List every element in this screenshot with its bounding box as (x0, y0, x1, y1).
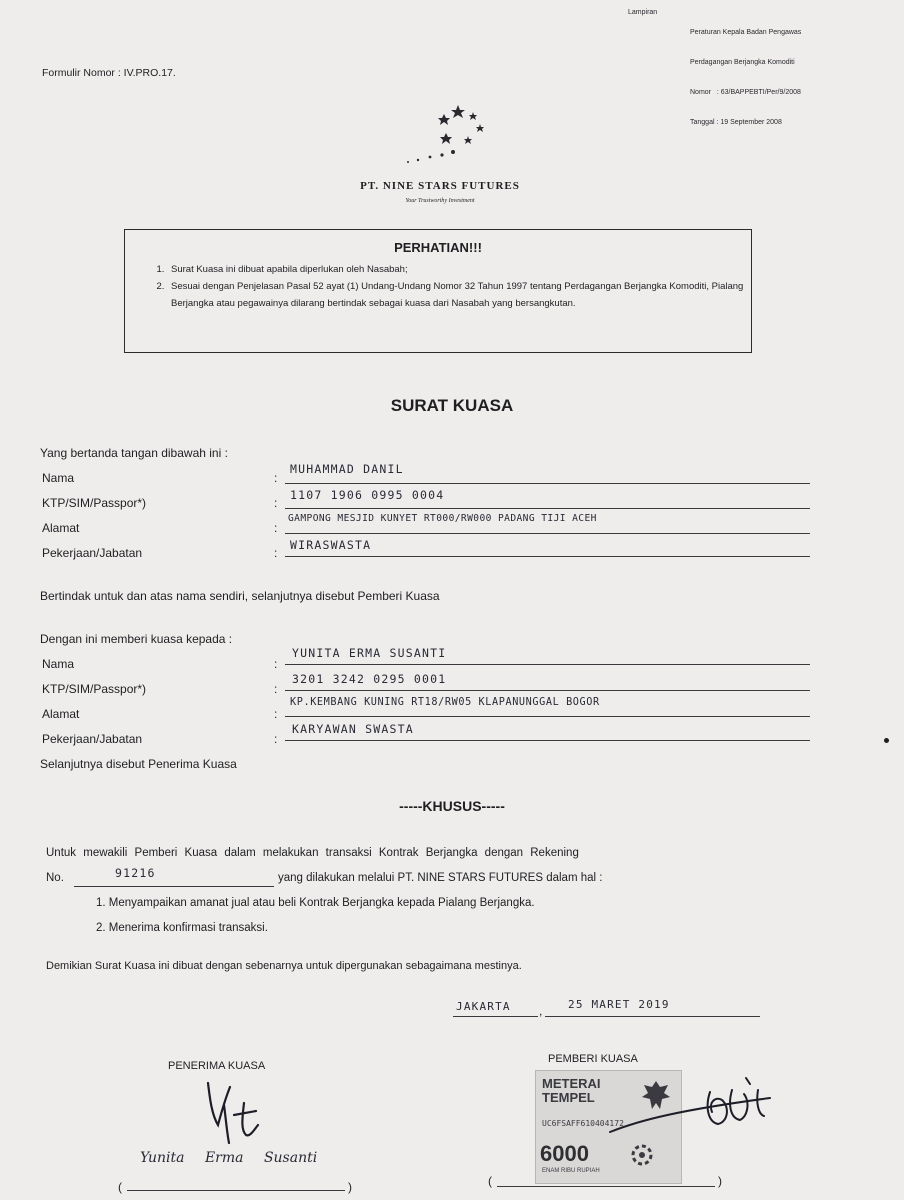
fill-line (285, 740, 810, 741)
purpose-paragraph (46, 843, 840, 863)
paren-open: ( (488, 1174, 492, 1188)
grantee-id-label: KTP/SIM/Passpor*) (42, 682, 147, 696)
grantee-name-value: YUNITA ERMA SUSANTI (292, 646, 447, 660)
purpose-item: 2. Menerima konfirmasi transaksi. (96, 922, 268, 934)
grantee-id-value: 3201 3242 0295 0001 (292, 672, 447, 686)
purpose-text-2: yang dilakukan melalui PT. NINE STARS FUTURES dalam hal : (278, 872, 603, 884)
giver-label: PEMBERI KUASA (548, 1053, 638, 1065)
receiver-signature-icon (196, 1075, 276, 1150)
grantor-id-label: KTP/SIM/Passpor*) (42, 496, 147, 510)
giver-signature-icon (600, 1072, 780, 1142)
grantee-intro: Dengan ini memberi kuasa kepada : (40, 632, 233, 646)
form-number: Formulir Nomor : IV.PRO.17. (42, 67, 176, 79)
stamp-ornament-icon (628, 1141, 656, 1169)
lampiran-text (690, 8, 801, 148)
colon: : (274, 657, 278, 671)
grantee-address-value: KP.KEMBANG KUNING RT18/RW05 KLAPANUNGGAL BOGOR (290, 697, 600, 708)
paren-open: ( (118, 1180, 122, 1194)
place-value: JAKARTA (456, 1000, 511, 1013)
date-value: 25 MARET 2019 (568, 998, 670, 1011)
grantor-id-value: 1107 1906 0995 0004 (290, 488, 445, 502)
lampiran-line: Nomor : 63/BAPPEBTI/Per/9/2008 (690, 89, 801, 96)
account-no-value: 91216 (115, 866, 156, 880)
fill-line (285, 556, 810, 557)
lampiran-line: Peraturan Kepala Badan Pengawas (690, 29, 802, 36)
khusus-heading: -----KHUSUS----- (399, 798, 505, 814)
receiver-label: PENERIMA KUASA (168, 1060, 266, 1072)
notice-item: 1. Surat Kuasa ini dibuat apabila diperlukan oleh Nasabah; (167, 261, 751, 278)
colon: : (274, 707, 278, 721)
company-tagline: Your Trustworthy Investment (405, 198, 475, 204)
grantee-occupation-value: KARYAWAN SWASTA (292, 722, 414, 736)
grantor-address-label: Alamat (42, 521, 80, 535)
fill-line (285, 508, 810, 509)
grantor-address-value: GAMPONG MESJID KUNYET RT000/RW000 PADANG TIJI ACEH (288, 513, 597, 524)
comma: , (539, 1004, 543, 1018)
stamp-value: 6000 (540, 1141, 589, 1166)
lampiran-line: Tanggal : 19 September 2008 (690, 119, 782, 126)
fill-line (74, 886, 274, 887)
paren-close: ) (348, 1180, 352, 1194)
notice-list (125, 261, 751, 312)
stamp-word: ENAM RIBU RUPIAH (542, 1168, 600, 1174)
colon: : (274, 546, 278, 560)
notice-item: 2. Sesuai dengan Penjelasan Pasal 52 ayat (1) Undang-Undang Nomor 32 Tahun 1997 tentang Perdagangan Berjangka Komoditi, Pialang Berjangka atau pegawainya dilarang bertindak sebagai kuasa dari Nasabah yang bersangkutan. (167, 278, 751, 312)
fill-line (127, 1190, 345, 1191)
fill-line (285, 483, 810, 484)
grantee-occupation-label: Pekerjaan/Jabatan (42, 732, 143, 746)
account-no-label: No. (46, 872, 64, 884)
document-title: SURAT KUASA (390, 396, 514, 415)
grantor-name-value: MUHAMMAD DANIL (290, 462, 404, 476)
purpose-item: 1. Menyampaikan amanat jual atau beli Kontrak Berjangka kepada Pialang Berjangka. (96, 897, 535, 909)
colon: : (274, 496, 278, 510)
fill-line (545, 1016, 760, 1017)
stamp-title: TEMPEL (542, 1090, 595, 1105)
stamp-title: METERAI (542, 1076, 601, 1091)
ink-dot (884, 738, 889, 743)
company-name: PT. NINE STARS FUTURES (360, 180, 520, 192)
lampiran-label: Lampiran (628, 9, 658, 16)
fill-line (453, 1016, 538, 1017)
paren-close: ) (718, 1174, 722, 1188)
fill-line (497, 1186, 715, 1187)
grantor-intro: Yang bertanda tangan dibawah ini : (40, 446, 228, 460)
colon: : (274, 732, 278, 746)
stamp-code: UC6FSAFF610404172 (542, 1119, 624, 1128)
colon: : (274, 682, 278, 696)
grantor-name-label: Nama (42, 471, 75, 485)
grantor-occupation-label: Pekerjaan/Jabatan (42, 546, 143, 560)
grantee-address-label: Alamat (42, 707, 80, 721)
fill-line (285, 690, 810, 691)
notice-box (124, 229, 752, 353)
grantor-outro: Bertindak untuk dan atas nama sendiri, selanjutnya disebut Pemberi Kuasa (40, 589, 440, 603)
notice-title: PERHATIAN!!! (394, 240, 482, 255)
closing-statement: Demikian Surat Kuasa ini dibuat dengan sebenarnya untuk dipergunakan sebagaimana mestinya. (46, 960, 522, 972)
fill-line (285, 533, 810, 534)
stars-logo-icon (330, 100, 550, 210)
purpose-text-1: Untuk mewakili Pemberi Kuasa dalam melakukan transaksi Kontrak Berjangka dengan Rekening (46, 847, 579, 859)
grantor-occupation-value: WIRASWASTA (290, 538, 372, 552)
grantee-name-label: Nama (42, 657, 75, 671)
fill-line (285, 716, 810, 717)
lampiran-line: Perdagangan Berjangka Komoditi (690, 59, 795, 66)
fill-line (285, 664, 810, 665)
colon: : (274, 521, 278, 535)
grantee-outro: Selanjutnya disebut Penerima Kuasa (40, 757, 237, 771)
colon: : (274, 471, 278, 485)
receiver-name-handwritten: Yunita Erma Susanti (140, 1150, 318, 1166)
